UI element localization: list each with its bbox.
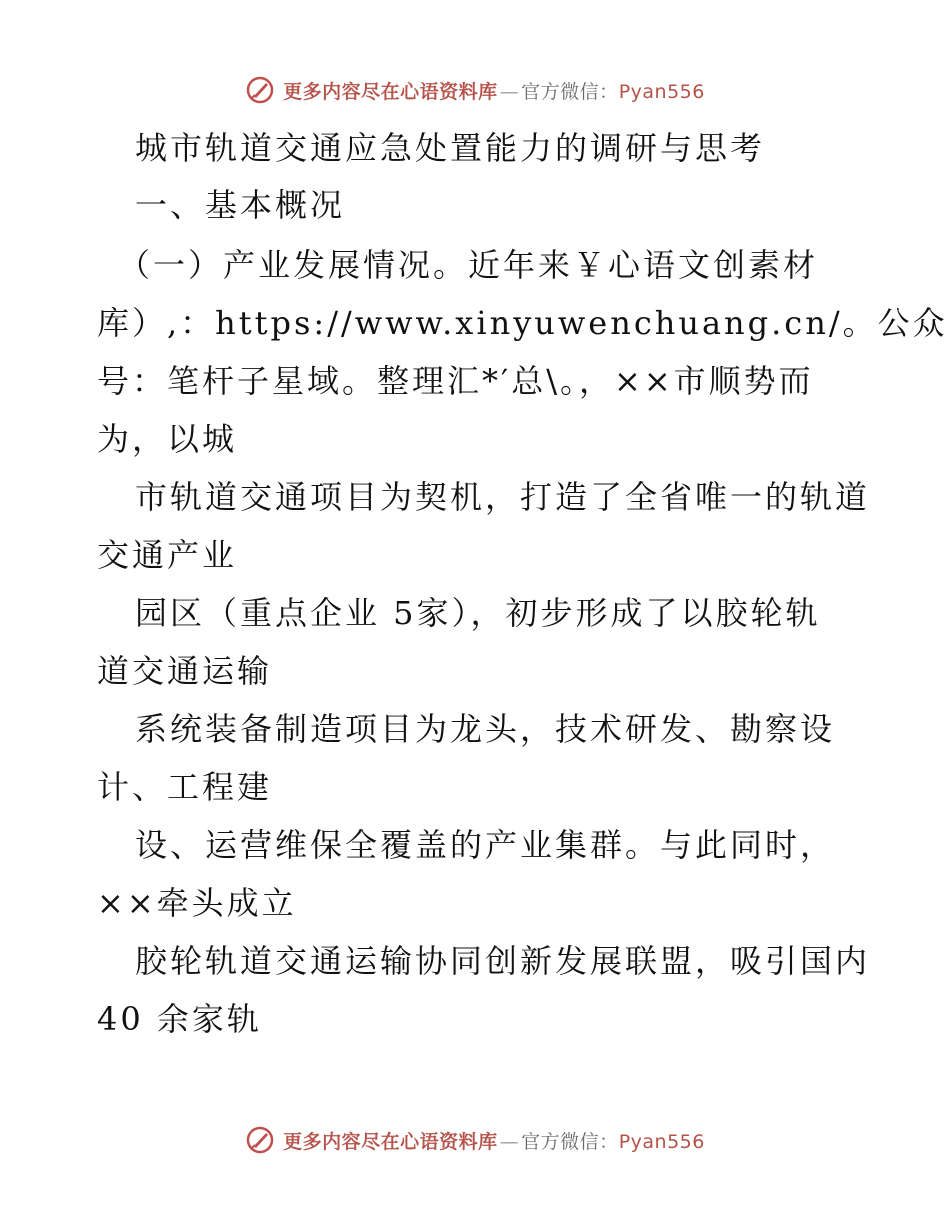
- watermark-text: [283, 77, 705, 104]
- watermark-separator: —: [499, 1130, 520, 1153]
- document-title: 城市轨道交通应急处置能力的调研与思考: [135, 129, 766, 167]
- watermark-wechat: Pyan556: [618, 1130, 705, 1153]
- watermark-text: [283, 1127, 705, 1154]
- paragraph-line: ××牵头成立: [97, 884, 297, 922]
- footer-watermark: [0, 1120, 950, 1160]
- watermark-wechat: Pyan556: [618, 80, 705, 103]
- section-heading: 一、基本概况: [135, 186, 346, 224]
- paragraph-line: 设、运营维保全覆盖的产业集群。与此同时，: [135, 826, 836, 864]
- paragraph-line: 系统装备制造项目为龙头，技术研发、勘察设: [135, 710, 836, 748]
- watermark-label: 官方微信：: [521, 80, 619, 103]
- watermark-separator: —: [499, 80, 520, 103]
- paragraph-line: 胶轮轨道交通运输协同创新发展联盟，吸引国内: [135, 942, 871, 980]
- watermark-main: 更多内容尽在心语资料库: [283, 80, 498, 103]
- watermark-main: 更多内容尽在心语资料库: [283, 1130, 498, 1153]
- paragraph-line: 为，以城: [97, 420, 238, 458]
- paragraph-line: （一）产业发展情况。近年来￥心语文创素材: [118, 246, 819, 284]
- paragraph-line: 园区（重点企业 5家），初步形成了以胶轮轨: [135, 594, 821, 632]
- paragraph-line: 道交通运输: [97, 652, 273, 690]
- paragraph-line: 市轨道交通项目为契机，打造了全省唯一的轨道: [135, 478, 871, 516]
- paragraph-line: 40 余家轨: [97, 1000, 262, 1038]
- quill-logo-icon: [245, 1125, 275, 1155]
- paragraph-line: 计、工程建: [97, 768, 273, 806]
- header-watermark: [0, 70, 950, 110]
- paragraph-line: 库）,：https://www.xinyuwenchuang.cn/。公众: [97, 304, 948, 342]
- paragraph-line: 交通产业: [97, 536, 238, 574]
- paragraph-line: 号：笔杆子星域。整理汇*′总\。，××市顺势而: [97, 362, 814, 400]
- watermark-label: 官方微信：: [521, 1130, 619, 1153]
- quill-logo-icon: [245, 75, 275, 105]
